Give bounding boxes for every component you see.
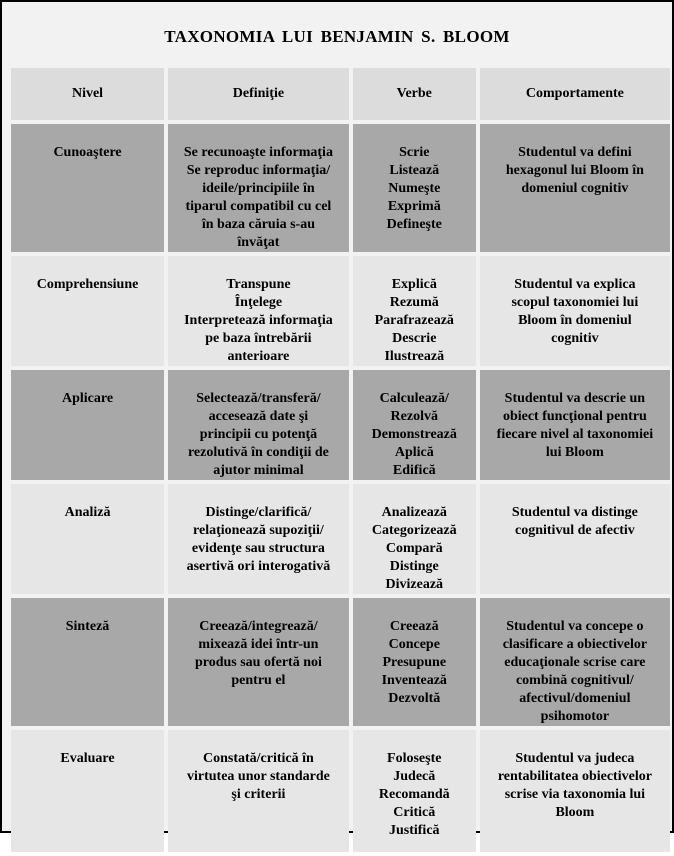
behavior-cell-line: fiecare nivel al taxonomiei: [496, 427, 654, 442]
behavior-cell-line: rentabilitatea obiectivelor: [497, 769, 652, 784]
definition-cell-line: Se recunoaşte informaţia: [183, 145, 333, 160]
page-title: TAXONOMIA LUI BENJAMIN S. BLOOM: [164, 27, 510, 46]
definition-cell-line: mixează idei într-un: [198, 637, 319, 652]
verbs-cell-line: Edifică: [392, 463, 436, 478]
definition-cell-line: Constată/critică în: [203, 751, 314, 766]
verbs-cell: [353, 256, 476, 366]
level-cell-line: Comprehensiune: [36, 277, 139, 292]
verbs-cell-line: Demonstrează: [371, 427, 457, 442]
definition-cell-line: Se reproduc informaţia/: [186, 163, 331, 178]
behavior-cell-line: Studentul va concepe o: [506, 619, 644, 634]
verbs-cell-line: Justifică: [388, 823, 440, 838]
verbs-cell-line: Inventează: [381, 673, 447, 688]
level-cell-line: Sinteză: [65, 619, 110, 634]
behavior-cell-line: afectivul/domeniul: [519, 691, 631, 706]
definition-cell: [168, 730, 349, 852]
definition-cell-line: relaţionează supoziţii/: [193, 523, 324, 538]
behavior-cell-line: educaţionale scrise care: [504, 655, 646, 670]
definition-cell-line: în baza căruia s-au: [201, 217, 316, 232]
verbs-cell: [353, 484, 476, 594]
behavior-cell-line: lui Bloom: [545, 445, 604, 460]
behavior-cell-line: clasificare a obiectivelor: [502, 637, 648, 652]
definition-cell-line: pe baza întrebării: [205, 331, 312, 346]
level-cell: [11, 370, 164, 480]
definition-cell-line: rezolutivă în condiţii de: [187, 445, 329, 460]
verbs-cell-line: Defineşte: [386, 217, 442, 232]
verbs-cell: [353, 598, 476, 726]
verbs-cell-line: Dezvoltă: [388, 691, 441, 706]
behavior-cell-line: psihomotor: [540, 709, 610, 724]
header-nivel: Nivel: [11, 68, 164, 120]
behavior-cell-line: scopul taxonomiei lui: [511, 295, 639, 310]
verbs-cell-line: Critică: [393, 805, 436, 820]
level-cell: [11, 598, 164, 726]
definition-cell-line: virtutea unor standarde: [186, 769, 330, 784]
definition-cell: [168, 124, 349, 252]
behavior-cell-line: combină cognitivul/: [515, 673, 634, 688]
level-cell-line: Aplicare: [61, 391, 114, 406]
behavior-cell-line: domeniul cognitiv: [521, 181, 629, 196]
verbs-cell-line: Explică: [391, 277, 437, 292]
definition-cell-line: ideile/principiile în: [202, 181, 315, 196]
table-row: [11, 256, 670, 366]
verbs-cell: [353, 730, 476, 852]
definition-cell-line: şi criterii: [231, 787, 286, 802]
header-comportamente: Comportamente: [480, 68, 670, 120]
verbs-cell-line: Descrie: [392, 331, 437, 346]
definition-cell-line: evidenţe sau structura: [191, 541, 325, 556]
behavior-cell-line: Bloom: [555, 805, 595, 820]
verbs-cell-line: Recomandă: [378, 787, 450, 802]
behavior-cell: [480, 598, 670, 726]
bloom-taxonomy-table: [7, 64, 674, 856]
behavior-cell: [480, 484, 670, 594]
definition-cell-line: Creează/integrează/: [199, 619, 318, 634]
verbs-cell-line: Concepe: [388, 637, 440, 652]
verbs-cell-line: Categorizează: [371, 523, 457, 538]
behavior-cell-line: cognitivul de afectiv: [515, 523, 635, 538]
level-cell: [11, 256, 164, 366]
definition-cell-line: Înţelege: [234, 295, 283, 310]
behavior-cell-line: Studentul va descrie un: [504, 391, 646, 406]
definition-cell: [168, 370, 349, 480]
verbs-cell-line: Calculează/: [379, 391, 449, 406]
behavior-cell-line: Studentul va defini: [518, 145, 632, 160]
definition-cell-line: ajutor minimal: [213, 463, 304, 478]
verbs-cell-line: Rezumă: [389, 295, 439, 310]
verbs-cell-line: Distinge: [389, 559, 439, 574]
level-cell: [11, 124, 164, 252]
definition-cell-line: anterioare: [227, 349, 290, 364]
definition-cell-line: învăţat: [237, 235, 280, 250]
behavior-cell-line: hexagonul lui Bloom în: [505, 163, 644, 178]
behavior-cell: [480, 124, 670, 252]
definition-cell: [168, 256, 349, 366]
verbs-cell-line: Ilustrează: [384, 349, 445, 364]
behavior-cell: [480, 256, 670, 366]
verbs-cell: [353, 370, 476, 480]
verbs-cell-line: Presupune: [382, 655, 447, 670]
table-header-row: [11, 68, 670, 120]
table-row: [11, 730, 670, 852]
verbs-cell-line: Aplică: [394, 445, 434, 460]
level-cell-line: Evaluare: [60, 751, 115, 766]
behavior-cell-line: Studentul va distinge: [511, 505, 638, 520]
verbs-cell-line: Listează: [389, 163, 440, 178]
level-cell: [11, 484, 164, 594]
behavior-cell-line: obiect funcţional pentru: [502, 409, 647, 424]
behavior-cell-line: Studentul va explica: [514, 277, 636, 292]
table-row: [11, 598, 670, 726]
definition-cell-line: pentru el: [231, 673, 286, 688]
definition-cell: [168, 484, 349, 594]
definition-cell-line: Selectează/transferă/: [196, 391, 321, 406]
table-row: [11, 370, 670, 480]
header-definitie: Definiţie: [168, 68, 349, 120]
verbs-cell-line: Numeşte: [388, 181, 441, 196]
verbs-cell-line: Compară: [385, 541, 443, 556]
verbs-cell-line: Rezolvă: [390, 409, 438, 424]
verbs-cell-line: Analizează: [381, 505, 447, 520]
level-cell-line: Cunoaştere: [53, 145, 122, 160]
behavior-cell-line: cognitiv: [551, 331, 599, 346]
definition-cell: [168, 598, 349, 726]
verbs-cell-line: Creează: [389, 619, 439, 634]
verbs-cell-line: Scrie: [399, 145, 430, 160]
verbs-cell-line: Exprimă: [387, 199, 441, 214]
behavior-cell-line: Bloom în domeniul: [518, 313, 632, 328]
definition-cell-line: asertivă ori interogativă: [186, 559, 331, 574]
table-row: [11, 484, 670, 594]
level-cell: [11, 730, 164, 852]
verbs-cell-line: Foloseşte: [387, 751, 442, 766]
behavior-cell: [480, 730, 670, 852]
verbs-cell-line: Divizează: [385, 577, 444, 592]
verbs-cell-line: Parafrazează: [374, 313, 454, 328]
verbs-cell-line: Judecă: [393, 769, 436, 784]
table-row: [11, 124, 670, 252]
verbs-cell: [353, 124, 476, 252]
behavior-cell: [480, 370, 670, 480]
definition-cell-line: Transpune: [226, 277, 291, 292]
definition-cell-line: Interpretează informaţia: [184, 313, 333, 328]
behavior-cell-line: Studentul va judeca: [515, 751, 635, 766]
header-verbe: Verbe: [353, 68, 476, 120]
behavior-cell-line: scrise via taxonomia lui: [504, 787, 646, 802]
definition-cell-line: produs sau ofertă noi: [194, 655, 322, 670]
definition-cell-line: Distinge/clarifică/: [205, 505, 312, 520]
definition-cell-line: tiparul compatibil cu cel: [185, 199, 332, 214]
level-cell-line: Analiză: [64, 505, 111, 520]
definition-cell-line: principii cu potenţă: [199, 427, 318, 442]
definition-cell-line: accesează date şi: [208, 409, 309, 424]
